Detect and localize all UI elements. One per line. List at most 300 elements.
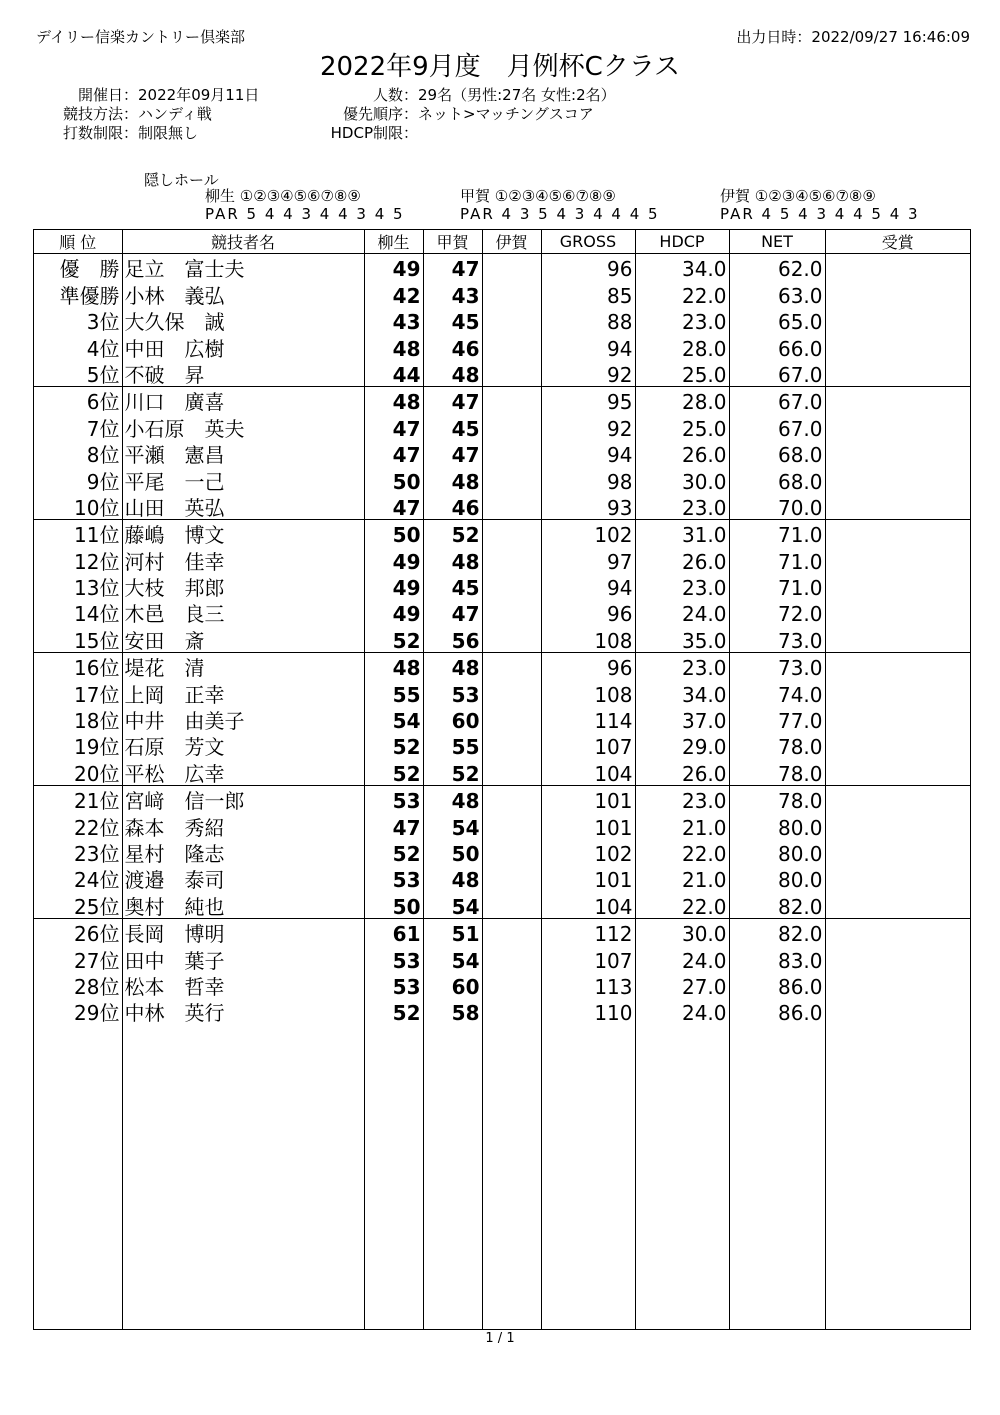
table-row [34, 440, 970, 466]
cell-gross: 101 [541, 785, 635, 812]
cell-iga [482, 413, 541, 439]
cell-net: 78.0 [729, 732, 825, 758]
cell-hdcp: 24.0 [635, 998, 729, 1024]
table-row [34, 254, 970, 281]
cell-gross: 102 [541, 839, 635, 865]
cell-net: 86.0 [729, 972, 825, 998]
cell-iga [482, 812, 541, 838]
cell-award [825, 280, 970, 306]
cell-gross: 102 [541, 519, 635, 546]
cell-iga [482, 546, 541, 572]
table-row [34, 333, 970, 359]
cell-iga [482, 307, 541, 333]
cell-koka: 54 [423, 891, 482, 918]
cell-iga [482, 599, 541, 625]
course-name: 柳生 [205, 187, 236, 205]
cell-iga [482, 386, 541, 413]
cell-award [825, 599, 970, 625]
cell-yagyu: 47 [364, 440, 423, 466]
cell-yagyu: 43 [364, 307, 423, 333]
cell-player-name: 足立 富士夫 [122, 254, 364, 281]
cell-iga [482, 625, 541, 652]
cell-gross: 92 [541, 360, 635, 387]
cell-hdcp: 34.0 [635, 679, 729, 705]
course-par: PAR 4 3 5 4 3 4 4 4 5 [460, 205, 660, 223]
table-row [34, 466, 970, 492]
empty-cell [122, 1024, 364, 1329]
cell-gross: 96 [541, 599, 635, 625]
cell-award [825, 652, 970, 679]
cell-player-name: 中林 英行 [122, 998, 364, 1024]
cell-gross: 96 [541, 254, 635, 281]
cell-player-name: 長岡 博明 [122, 918, 364, 945]
course-par: PAR 4 5 4 3 4 4 5 4 3 [720, 205, 920, 223]
cell-net: 78.0 [729, 758, 825, 785]
cell-yagyu: 54 [364, 706, 423, 732]
info-label: 競技方法 [62, 105, 123, 123]
cell-hdcp: 23.0 [635, 493, 729, 520]
cell-koka: 48 [423, 360, 482, 387]
cell-rank: 8位 [34, 440, 122, 466]
info-value: ハンディ戦 [138, 105, 212, 123]
table-row [34, 918, 970, 945]
header-player: 競技者名 [122, 230, 364, 254]
header-hdcp: HDCP [635, 230, 729, 254]
cell-koka: 55 [423, 732, 482, 758]
club-name: デイリー信楽カントリー倶楽部 [36, 28, 245, 46]
cell-yagyu: 52 [364, 625, 423, 652]
table-row [34, 732, 970, 758]
cell-yagyu: 49 [364, 573, 423, 599]
cell-award [825, 918, 970, 945]
cell-rank: 21位 [34, 785, 122, 812]
cell-rank: 22位 [34, 812, 122, 838]
cell-iga [482, 706, 541, 732]
cell-player-name: 安田 斎 [122, 625, 364, 652]
cell-player-name: 小林 義弘 [122, 280, 364, 306]
cell-gross: 94 [541, 333, 635, 359]
page-title: 2022年9月度 月例杯Cクラス [319, 52, 681, 82]
hidden-holes-course-iga [720, 187, 920, 223]
course-holes: ①②③④⑤⑥⑦⑧⑨ [239, 187, 361, 205]
info-value: 2022年09月11日 [138, 86, 260, 104]
cell-player-name: 木邑 良三 [122, 599, 364, 625]
cell-koka: 48 [423, 865, 482, 891]
cell-net: 78.0 [729, 785, 825, 812]
cell-hdcp: 22.0 [635, 891, 729, 918]
cell-iga [482, 652, 541, 679]
info-value: ネット>マッチングスコア [418, 105, 594, 123]
cell-award [825, 998, 970, 1024]
cell-gross: 108 [541, 625, 635, 652]
cell-yagyu: 52 [364, 839, 423, 865]
cell-award [825, 839, 970, 865]
cell-hdcp: 23.0 [635, 652, 729, 679]
cell-koka: 47 [423, 599, 482, 625]
cell-player-name: 田中 葉子 [122, 945, 364, 971]
cell-net: 63.0 [729, 280, 825, 306]
cell-koka: 50 [423, 839, 482, 865]
cell-koka: 47 [423, 386, 482, 413]
event-info-left [46, 86, 259, 143]
header-rank: 順 位 [34, 230, 122, 254]
table-row [34, 307, 970, 333]
cell-player-name: 松本 哲幸 [122, 972, 364, 998]
cell-rank: 20位 [34, 758, 122, 785]
cell-gross: 88 [541, 307, 635, 333]
cell-award [825, 891, 970, 918]
cell-yagyu: 48 [364, 333, 423, 359]
cell-koka: 46 [423, 493, 482, 520]
cell-player-name: 不破 昇 [122, 360, 364, 387]
info-row-method: 競技方法：ハンディ戦 [46, 105, 259, 124]
cell-gross: 114 [541, 706, 635, 732]
table-filler-row [34, 1024, 970, 1329]
cell-award [825, 758, 970, 785]
cell-gross: 92 [541, 413, 635, 439]
table-row [34, 679, 970, 705]
cell-hdcp: 37.0 [635, 706, 729, 732]
info-value: 制限無し [138, 124, 199, 142]
cell-rank: 19位 [34, 732, 122, 758]
cell-player-name: 平尾 一己 [122, 466, 364, 492]
cell-player-name: 宮﨑 信一郎 [122, 785, 364, 812]
cell-rank: 優 勝 [34, 254, 122, 281]
table-row [34, 413, 970, 439]
cell-yagyu: 44 [364, 360, 423, 387]
cell-gross: 101 [541, 812, 635, 838]
info-row-date: 開催日：2022年09月11日 [46, 86, 259, 105]
cell-yagyu: 61 [364, 918, 423, 945]
cell-yagyu: 49 [364, 599, 423, 625]
cell-iga [482, 679, 541, 705]
cell-net: 80.0 [729, 865, 825, 891]
header-award: 受賞 [825, 230, 970, 254]
cell-gross: 95 [541, 386, 635, 413]
table-row [34, 785, 970, 812]
cell-hdcp: 21.0 [635, 812, 729, 838]
cell-yagyu: 50 [364, 519, 423, 546]
cell-koka: 52 [423, 758, 482, 785]
cell-yagyu: 52 [364, 758, 423, 785]
cell-gross: 113 [541, 972, 635, 998]
cell-hdcp: 27.0 [635, 972, 729, 998]
cell-rank: 28位 [34, 972, 122, 998]
info-label: 開催日 [77, 86, 123, 104]
cell-net: 67.0 [729, 413, 825, 439]
cell-hdcp: 25.0 [635, 413, 729, 439]
cell-rank: 4位 [34, 333, 122, 359]
cell-hdcp: 21.0 [635, 865, 729, 891]
cell-iga [482, 333, 541, 359]
cell-iga [482, 360, 541, 387]
cell-rank: 14位 [34, 599, 122, 625]
cell-hdcp: 24.0 [635, 599, 729, 625]
cell-player-name: 堤花 清 [122, 652, 364, 679]
table-row [34, 972, 970, 998]
empty-cell [34, 1024, 122, 1329]
cell-hdcp: 30.0 [635, 918, 729, 945]
cell-koka: 46 [423, 333, 482, 359]
cell-iga [482, 839, 541, 865]
cell-net: 77.0 [729, 706, 825, 732]
cell-yagyu: 49 [364, 254, 423, 281]
cell-hdcp: 30.0 [635, 466, 729, 492]
info-label: HDCP制限 [330, 124, 403, 142]
cell-rank: 7位 [34, 413, 122, 439]
cell-gross: 108 [541, 679, 635, 705]
cell-gross: 110 [541, 998, 635, 1024]
cell-iga [482, 945, 541, 971]
empty-cell [729, 1024, 825, 1329]
cell-yagyu: 55 [364, 679, 423, 705]
cell-yagyu: 50 [364, 466, 423, 492]
empty-cell [423, 1024, 482, 1329]
cell-rank: 16位 [34, 652, 122, 679]
table-row [34, 839, 970, 865]
cell-award [825, 386, 970, 413]
cell-hdcp: 34.0 [635, 254, 729, 281]
course-holes: ①②③④⑤⑥⑦⑧⑨ [754, 187, 876, 205]
cell-gross: 94 [541, 573, 635, 599]
cell-gross: 112 [541, 918, 635, 945]
cell-koka: 48 [423, 785, 482, 812]
printed-timestamp: 出力日時：2022/09/27 16:46:09 [736, 28, 970, 46]
results-table [33, 229, 971, 1330]
cell-yagyu: 42 [364, 280, 423, 306]
cell-hdcp: 28.0 [635, 333, 729, 359]
cell-iga [482, 466, 541, 492]
cell-yagyu: 52 [364, 998, 423, 1024]
cell-net: 80.0 [729, 812, 825, 838]
cell-rank: 準優勝 [34, 280, 122, 306]
cell-net: 71.0 [729, 519, 825, 546]
cell-net: 73.0 [729, 625, 825, 652]
cell-hdcp: 22.0 [635, 839, 729, 865]
cell-yagyu: 53 [364, 945, 423, 971]
cell-iga [482, 732, 541, 758]
cell-net: 62.0 [729, 254, 825, 281]
cell-net: 67.0 [729, 360, 825, 387]
cell-net: 72.0 [729, 599, 825, 625]
hidden-holes-course-yagyu [205, 187, 405, 223]
cell-net: 82.0 [729, 918, 825, 945]
cell-koka: 54 [423, 812, 482, 838]
cell-player-name: 上岡 正幸 [122, 679, 364, 705]
cell-iga [482, 865, 541, 891]
cell-hdcp: 24.0 [635, 945, 729, 971]
cell-award [825, 812, 970, 838]
cell-award [825, 732, 970, 758]
header-net: NET [729, 230, 825, 254]
results-body [34, 254, 970, 1330]
cell-rank: 10位 [34, 493, 122, 520]
table-row [34, 706, 970, 732]
cell-player-name: 河村 佳幸 [122, 546, 364, 572]
info-label: 優先順序 [342, 105, 403, 123]
cell-award [825, 625, 970, 652]
cell-player-name: 大久保 誠 [122, 307, 364, 333]
cell-iga [482, 573, 541, 599]
cell-koka: 56 [423, 625, 482, 652]
cell-hdcp: 26.0 [635, 546, 729, 572]
cell-iga [482, 280, 541, 306]
table-row [34, 625, 970, 652]
cell-koka: 43 [423, 280, 482, 306]
course-name: 伊賀 [720, 187, 751, 205]
cell-rank: 13位 [34, 573, 122, 599]
cell-award [825, 360, 970, 387]
cell-rank: 24位 [34, 865, 122, 891]
cell-player-name: 平瀬 憲昌 [122, 440, 364, 466]
cell-iga [482, 519, 541, 546]
cell-yagyu: 49 [364, 546, 423, 572]
cell-player-name: 中井 由美子 [122, 706, 364, 732]
hidden-holes-title: 隠しホール [144, 171, 219, 189]
cell-yagyu: 52 [364, 732, 423, 758]
page-number: 1 / 1 [485, 1331, 515, 1346]
cell-koka: 45 [423, 413, 482, 439]
cell-net: 73.0 [729, 652, 825, 679]
info-label: 人数 [372, 86, 403, 104]
cell-player-name: 森本 秀紹 [122, 812, 364, 838]
cell-rank: 18位 [34, 706, 122, 732]
cell-net: 83.0 [729, 945, 825, 971]
cell-award [825, 865, 970, 891]
cell-yagyu: 48 [364, 652, 423, 679]
cell-rank: 15位 [34, 625, 122, 652]
cell-player-name: 星村 隆志 [122, 839, 364, 865]
cell-player-name: 大枝 邦郎 [122, 573, 364, 599]
cell-rank: 11位 [34, 519, 122, 546]
cell-award [825, 972, 970, 998]
cell-koka: 48 [423, 466, 482, 492]
cell-net: 74.0 [729, 679, 825, 705]
table-row [34, 573, 970, 599]
cell-gross: 85 [541, 280, 635, 306]
empty-cell [541, 1024, 635, 1329]
cell-net: 68.0 [729, 466, 825, 492]
table-row [34, 280, 970, 306]
cell-gross: 107 [541, 945, 635, 971]
cell-iga [482, 998, 541, 1024]
cell-hdcp: 23.0 [635, 785, 729, 812]
cell-award [825, 254, 970, 281]
cell-player-name: 奥村 純也 [122, 891, 364, 918]
cell-hdcp: 29.0 [635, 732, 729, 758]
table-row [34, 599, 970, 625]
cell-net: 65.0 [729, 307, 825, 333]
table-header-row [34, 230, 970, 254]
course-name: 甲賀 [460, 187, 491, 205]
cell-koka: 48 [423, 546, 482, 572]
empty-cell [482, 1024, 541, 1329]
cell-koka: 51 [423, 918, 482, 945]
cell-koka: 60 [423, 972, 482, 998]
cell-award [825, 785, 970, 812]
cell-rank: 26位 [34, 918, 122, 945]
empty-cell [825, 1024, 970, 1329]
cell-gross: 101 [541, 865, 635, 891]
cell-net: 86.0 [729, 998, 825, 1024]
cell-player-name: 藤嶋 博文 [122, 519, 364, 546]
cell-net: 67.0 [729, 386, 825, 413]
info-row-stroke-limit: 打数制限：制限無し [46, 124, 259, 143]
cell-player-name: 石原 芳文 [122, 732, 364, 758]
cell-rank: 3位 [34, 307, 122, 333]
cell-hdcp: 22.0 [635, 280, 729, 306]
cell-koka: 47 [423, 440, 482, 466]
course-holes: ①②③④⑤⑥⑦⑧⑨ [494, 187, 616, 205]
cell-koka: 60 [423, 706, 482, 732]
table-row [34, 945, 970, 971]
cell-rank: 29位 [34, 998, 122, 1024]
cell-koka: 47 [423, 254, 482, 281]
info-row-priority: 優先順序：ネット>マッチングスコア [300, 105, 616, 124]
cell-award [825, 519, 970, 546]
cell-hdcp: 28.0 [635, 386, 729, 413]
cell-iga [482, 891, 541, 918]
cell-iga [482, 918, 541, 945]
table-row [34, 652, 970, 679]
cell-hdcp: 26.0 [635, 440, 729, 466]
cell-yagyu: 47 [364, 413, 423, 439]
info-row-participants: 人数：29名（男性:27名 女性:2名） [300, 86, 616, 105]
cell-award [825, 679, 970, 705]
cell-net: 66.0 [729, 333, 825, 359]
info-value: 29名（男性:27名 女性:2名） [418, 86, 616, 104]
cell-iga [482, 493, 541, 520]
cell-koka: 48 [423, 652, 482, 679]
cell-iga [482, 758, 541, 785]
cell-iga [482, 254, 541, 281]
cell-yagyu: 53 [364, 785, 423, 812]
cell-hdcp: 26.0 [635, 758, 729, 785]
cell-player-name: 山田 英弘 [122, 493, 364, 520]
table-row [34, 493, 970, 520]
course-par: PAR 5 4 4 3 4 4 3 4 5 [205, 205, 405, 223]
cell-net: 70.0 [729, 493, 825, 520]
cell-koka: 45 [423, 573, 482, 599]
cell-gross: 98 [541, 466, 635, 492]
header-course-yagyu: 柳生 [364, 230, 423, 254]
cell-rank: 27位 [34, 945, 122, 971]
cell-koka: 45 [423, 307, 482, 333]
cell-rank: 17位 [34, 679, 122, 705]
cell-net: 80.0 [729, 839, 825, 865]
cell-gross: 104 [541, 758, 635, 785]
cell-koka: 58 [423, 998, 482, 1024]
cell-award [825, 466, 970, 492]
table-row [34, 812, 970, 838]
cell-net: 71.0 [729, 546, 825, 572]
cell-koka: 53 [423, 679, 482, 705]
cell-hdcp: 23.0 [635, 573, 729, 599]
cell-yagyu: 47 [364, 493, 423, 520]
table-row [34, 865, 970, 891]
table-row [34, 360, 970, 387]
cell-award [825, 945, 970, 971]
cell-award [825, 573, 970, 599]
cell-yagyu: 48 [364, 386, 423, 413]
cell-yagyu: 47 [364, 812, 423, 838]
table-row [34, 758, 970, 785]
header-gross: GROSS [541, 230, 635, 254]
cell-yagyu: 53 [364, 865, 423, 891]
cell-koka: 54 [423, 945, 482, 971]
header-course-iga: 伊賀 [482, 230, 541, 254]
cell-award [825, 546, 970, 572]
